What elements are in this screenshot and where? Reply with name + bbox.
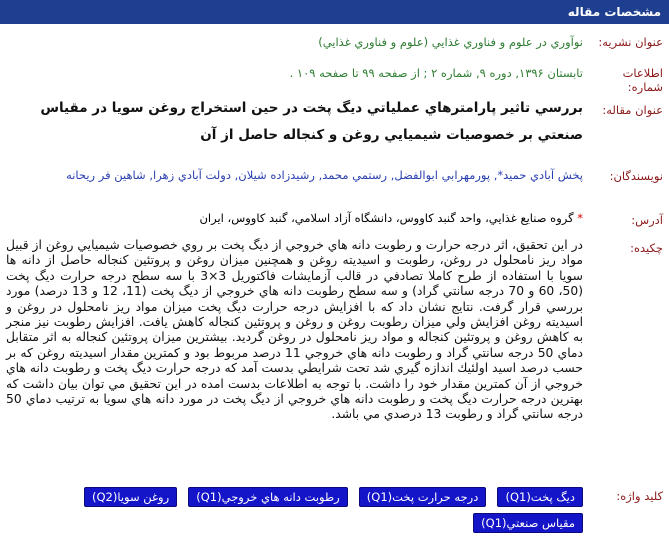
- address-text: گروه صنايع غذايي، واحد گنبد كاووس، دانشگاه آزاد اسلامي، گنبد كاووس، ايران: [199, 211, 574, 225]
- title-label: عنوان مقاله:: [602, 103, 663, 117]
- abstract-label: چكيده:: [630, 241, 663, 255]
- journal-value: نوآوري در علوم و فناوري غذايي (علوم و فناوري غذايي): [318, 35, 583, 49]
- keywords-label: كليد واژه:: [616, 489, 663, 503]
- journal-label: عنوان نشريه:: [598, 35, 663, 49]
- address-star: *: [577, 211, 583, 225]
- address-value: [6, 211, 583, 225]
- issue-value: تابستان ۱۳۹۶, دوره ۹, شماره ۲ ; از صفحه ۹۹ تا صفحه ۱۰۹ .: [289, 66, 583, 80]
- panel-header-title: مشخصات مقاله: [567, 5, 661, 19]
- panel-header: [0, 0, 669, 24]
- abstract-text: در اين تحقيق، اثر درجه حرارت و رطوبت دانه هاي خروجي از ديگ پخت بر روي خصوصيات شيميايي روغن از قبيل مواد ريز نامحلول در روغن، رطوبت و اسيديته روغن و همچنين ميزان روغن و پروتئين كنجاله حاصل از دانه ها سويا با استفاده از طرح كاملا تصادفي در قالب آزمايشات فاكتوريل 3×3 با سه سطح درجه حرارت ديگ پخت (50، 60 و 70 درجه سانتي گراد) و سه سطح رطوبت دانه هاي خروجي از ديگ پخت (11، 12 و 13 درصد) مورد بررسي قرار گرفت. نتايج نشان داد كه با افزايش درجه حرارت ديگ پخت ميزان مواد ريز نامحلول در روغن و اسيديته روغن افزايش ولي ميزان رطوبت روغن و روغن و پروتئين كنجاله كاهش يافت. افزايش رطوبت نيز منجر به كاهش روغن و پروتئين كنجاله و مواد ريز نامحلول در روغن گرديد. بيشترين ميزان پروتئين كنجاله به اثر متقابل دماي 50 درجه سانتي گراد و رطوبت دانه هاي خروجي 11 درصد مربوط بود و كمترين مقدار اسيديته روغن كه بر حسب درصد اسيد اولئيك اندازه گيري شد تحت شرايطي بدست آمد كه درجه حرارت ديگ پخت و رطوبت دانه هاي خروجي از آن كمترين مقدار خود را داشت. با توجه به اطلاعات بدست امده در اين تحقيق مي توان بيان داشت كه بهترين درجه حرارت ديگ پخت و رطوبت دانه هاي خروجي از ديگ پخت در مورد دانه هاي سويا به ترتيب دماي 50 درجه سانتي گراد و رطوبت 13 درصدي مي باشد.: [6, 238, 583, 422]
- authors-label: نويسندگان:: [609, 169, 663, 183]
- keyword-link[interactable]: مقياس صنعتي(Q1): [473, 513, 583, 533]
- keyword-link[interactable]: ديگ پخت(Q1): [497, 487, 583, 507]
- article-title: بررسي تاثير پارامترهاي عملياتي ديگ پخت در حين استخراج روغن سويا در مقياس صنعتي بر خصوصيات شيميايي روغن و كنجاله حاصل از آن: [40, 100, 583, 143]
- address-label: آدرس:: [631, 213, 663, 227]
- authors-value[interactable]: پخش آبادي حميد*, پورمهرابي ابوالفضل, رستمي محمد, رشيدزاده شيلان, دولت آبادي زهرا, شاهين فر ريحانه: [66, 168, 583, 182]
- keyword-link[interactable]: روغن سويا(Q2): [84, 487, 177, 507]
- keywords-list: [6, 486, 583, 538]
- keyword-link[interactable]: رطوبت دانه هاي خروجي(Q1): [188, 487, 347, 507]
- issue-label: اطلاعات شماره:: [622, 66, 663, 94]
- keyword-link[interactable]: درجه حرارت پخت(Q1): [359, 487, 487, 507]
